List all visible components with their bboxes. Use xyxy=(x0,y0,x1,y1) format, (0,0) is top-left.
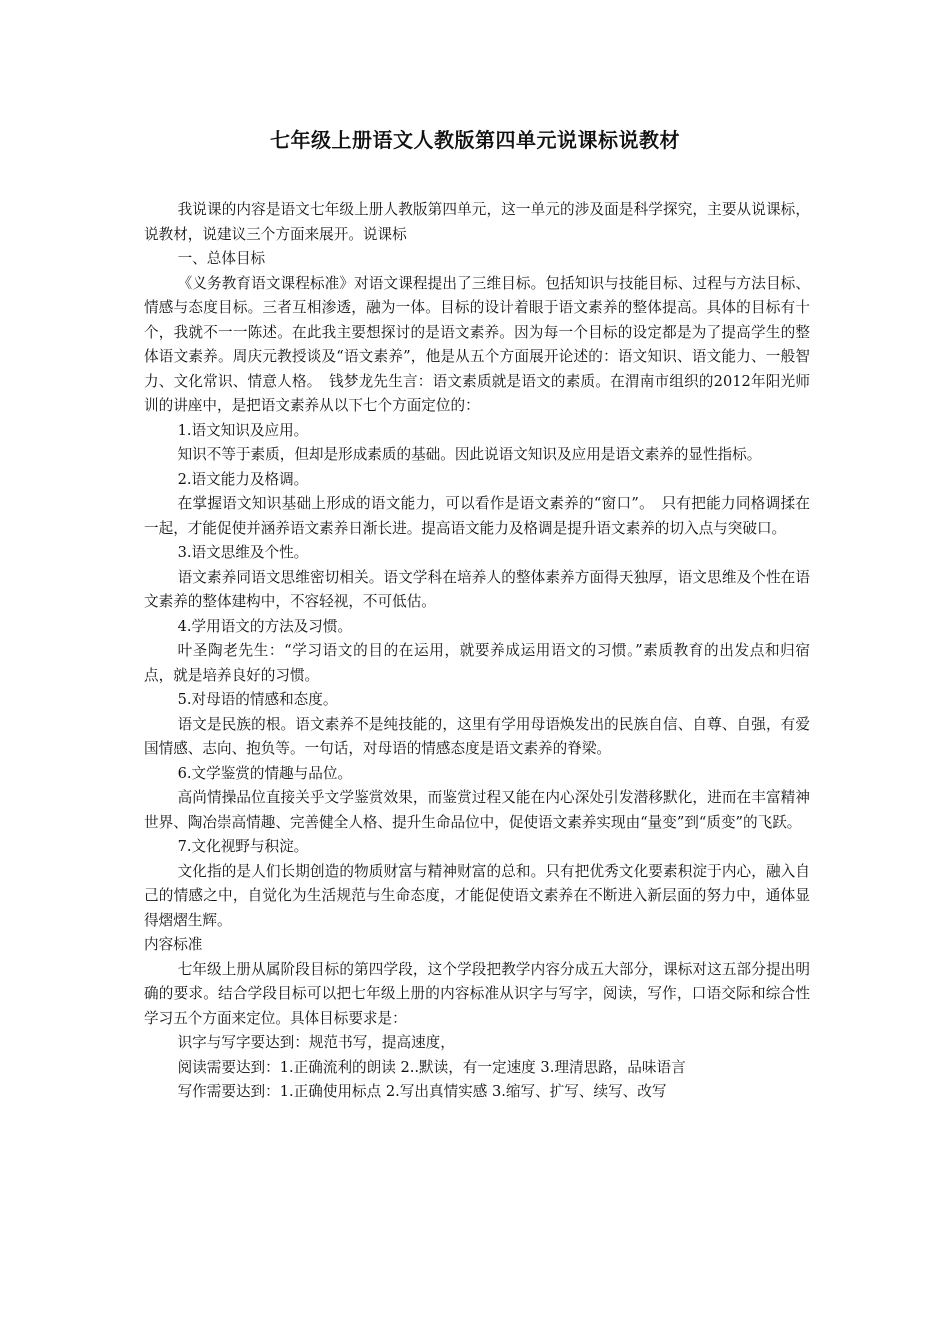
paragraph: 高尚情操品位直接关乎文学鉴赏效果，而鉴赏过程又能在内心深处引发潜移默化，进而在丰富精神世界、陶冶崇高情趣、完善健全人格、提升生命品位中，促使语文素养实现由“量变”到“质变”的飞跃。 xyxy=(144,789,810,831)
paragraph: 1.语文知识及应用。 xyxy=(177,421,309,439)
paragraph: 5.对母语的情感和态度。 xyxy=(177,691,338,708)
paragraph: 4.学用语文的方法及习惯。 xyxy=(177,617,353,635)
paragraph: 语文是民族的根。语文素养不是纯技能的，这里有学用母语焕发出的民族自信、自尊、自强，有爱国情感、志向、抱负等。一句话，对母语的情感态度是语文素养的脊梁。 xyxy=(144,715,810,757)
paragraph: 7.文化视野与积淀。 xyxy=(177,838,309,855)
document-body xyxy=(144,198,810,1105)
paragraph: 阅读需要达到：1.正确流利的朗读 2..默读，有一定速度 3.理清思路，品味语言 xyxy=(177,1058,686,1076)
paragraph: 叶圣陶老先生：“学习语文的目的在运用，就要养成运用语文的习惯。”素质教育的出发点和归宿点，就是培养良好的习惯。 xyxy=(144,642,810,684)
paragraph: 内容标准 xyxy=(144,936,203,953)
document-title: 七年级上册语文人教版第四单元说课标说教材 xyxy=(270,128,680,152)
paragraph: 识字与写字要达到：规范书写，提高速度， xyxy=(177,1034,455,1051)
paragraph: 在掌握语文知识基础上形成的语文能力，可以看作是语文素养的“窗口”。 只有把能力同格调揉在一起，才能促使并涵养语文素养日渐长进。提高语文能力及格调是提升语文素养的切入点与突破口。 xyxy=(144,495,810,537)
paragraph: 文化指的是人们长期创造的物质财富与精神财富的总和。只有把优秀文化要素积淀于内心，融入自己的情感之中，自觉化为生活规范与生命态度，才能促使语文素养在不断进入新层面的努力中，通体显得熠熠生辉。 xyxy=(144,862,810,929)
paragraph: 6.文学鉴赏的情趣与品位。 xyxy=(177,764,353,782)
paragraph: 3.语文思维及个性。 xyxy=(177,544,309,561)
paragraph: 写作需要达到：1.正确使用标点 2.写出真情实感 3.缩写、扩写、续写、改写 xyxy=(177,1083,667,1100)
paragraph: 语文素养同语文思维密切相关。语文学科在培养人的整体素养方面得天独厚，语文思维及个性在语文素养的整体建构中，不容轻视，不可低估。 xyxy=(144,568,810,610)
paragraph: 七年级上册从属阶段目标的第四学段，这个学段把教学内容分成五大部分，课标对这五部分提出明确的要求。结合学段目标可以把七年级上册的内容标准从识字与写字，阅读，写作，口语交际和综合性学习五个方面来定位。具体目标要求是： xyxy=(144,960,810,1027)
paragraph: 一、总体目标 xyxy=(177,250,266,267)
paragraph: 2.语文能力及格调。 xyxy=(177,470,309,488)
paragraph: 我说课的内容是语文七年级上册人教版第四单元，这一单元的涉及面是科学探究，主要从说课标，说教材，说建议三个方面来展开。说课标 xyxy=(144,201,810,243)
paragraph: 《义务教育语文课程标准》对语文课程提出了三维目标。包括知识与技能目标、过程与方法目标、情感与态度目标。三者互相渗透，融为一体。目标的设计着眼于语文素养的整体提高。具体的目标有十个，我就不一一陈述。在此我主要想探讨的是语文素养。因为每一个目标的设定都是为了提高学生的整体语文素养。周庆元教授谈及“语文素养”，他是从五个方面展开论述的：语文知识、语文能力、一般智力、文化常识、情意人格。 钱梦龙先生言：语文素质就是语文的素质。在渭南市组织的2012年阳光师训的讲座中，是把语文素养从以下七个方面定位的： xyxy=(144,274,810,414)
paragraph: 知识不等于素质，但却是形成素质的基础。因此说语文知识及应用是语文素养的显性指标。 xyxy=(177,446,762,463)
